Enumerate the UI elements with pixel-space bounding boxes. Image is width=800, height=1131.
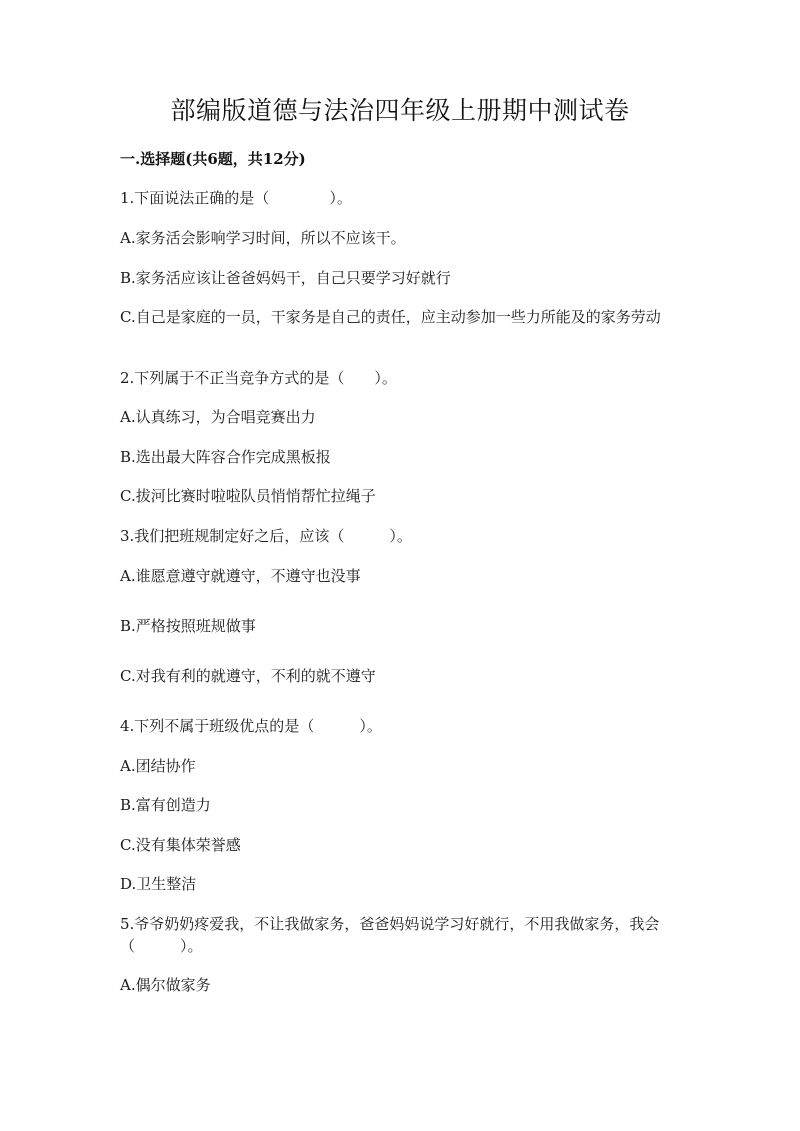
- question-option: C.对我有利的就遵守，不利的就不遵守: [120, 667, 376, 685]
- question-stem: 2.下列属于不正当竞争方式的是（ ）。: [120, 369, 397, 387]
- question-option: A.认真练习，为合唱竞赛出力: [120, 408, 316, 426]
- question-option: A.家务活会影响学习时间，所以不应该干。: [120, 229, 406, 247]
- question-stem: 4.下列不属于班级优点的是（ ）。: [120, 717, 382, 735]
- question-stem: 5.爷爷奶奶疼爱我，不让我做家务，爸爸妈妈说学习好就行，不用我做家务，我会（ ）。: [120, 915, 660, 955]
- question-option: B.富有创造力: [120, 796, 211, 814]
- page-title: 部编版道德与法治四年级上册期中测试卷: [170, 96, 630, 125]
- question-option: B.严格按照班规做事: [120, 617, 256, 635]
- question-stem: 1.下面说法正确的是（ ）。: [120, 189, 352, 207]
- question-option: C.自己是家庭的一员，干家务是自己的责任，应主动参加一些力所能及的家务劳动: [120, 308, 661, 326]
- question-option: C.拔河比赛时啦啦队员悄悄帮忙拉绳子: [120, 487, 376, 505]
- question-option: A.团结协作: [120, 757, 196, 775]
- question-option: B.家务活应该让爸爸妈妈干，自己只要学习好就行: [120, 269, 451, 287]
- question-stem: 3.我们把班规制定好之后，应该（ ）。: [120, 527, 412, 545]
- question-option: B.选出最大阵容合作完成黑板报: [120, 448, 331, 466]
- question-option: D.卫生整洁: [120, 875, 197, 893]
- question-option: C.没有集体荣誉感: [120, 836, 241, 854]
- question-option: A.谁愿意遵守就遵守，不遵守也没事: [120, 567, 361, 585]
- question-option: A.偶尔做家务: [120, 976, 211, 994]
- section-heading: 一.选择题(共6题，共12分): [120, 150, 306, 168]
